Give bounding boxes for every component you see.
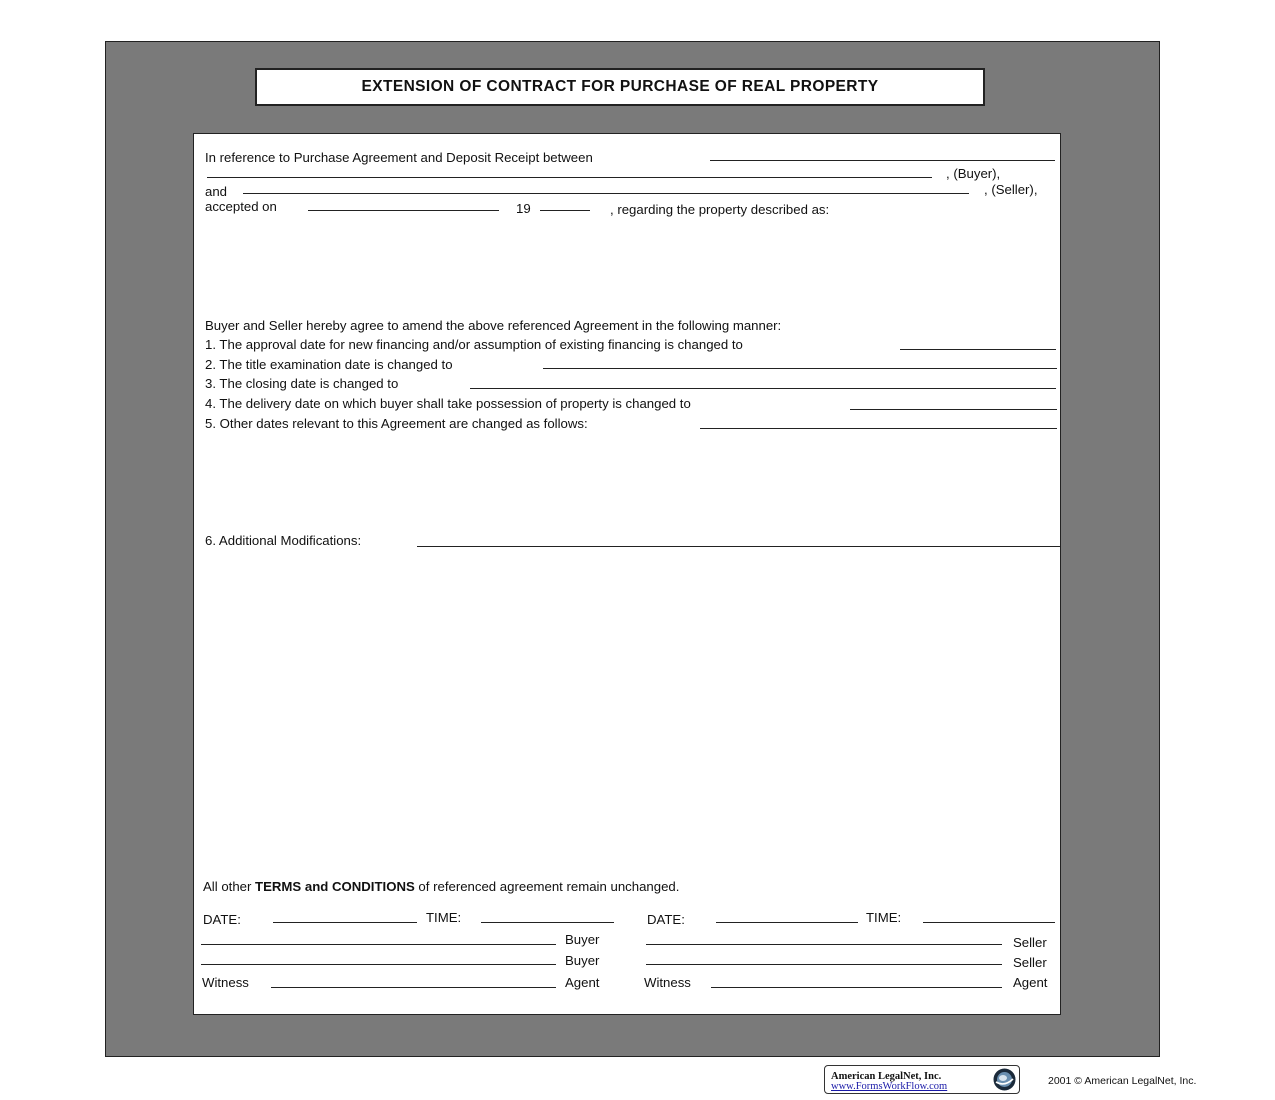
seller-date-label: DATE: <box>647 912 685 927</box>
seller-signature-1[interactable] <box>646 944 1002 945</box>
title-exam-date-field[interactable] <box>543 368 1057 369</box>
party-name-field[interactable] <box>710 160 1055 161</box>
seller-name-field[interactable] <box>243 193 969 194</box>
accepted-date-field[interactable] <box>308 210 499 211</box>
seller-suffix: , (Seller), <box>984 182 1038 197</box>
year-field[interactable] <box>540 210 590 211</box>
buyer-label-2: Buyer <box>565 953 600 968</box>
form-title: EXTENSION OF CONTRACT FOR PURCHASE OF REAL PROPERTY <box>361 78 879 95</box>
buyer-name-field[interactable] <box>207 177 932 178</box>
amend-intro: Buyer and Seller hereby agree to amend the above referenced Agreement in the following manner: <box>205 318 782 333</box>
item-financing: 1. The approval date for new financing and/or assumption of existing financing is changed to <box>205 337 743 352</box>
buyer-signature-1[interactable] <box>201 944 556 945</box>
item-closing: 3. The closing date is changed to <box>205 376 399 391</box>
seller-agent-label: Agent <box>1013 975 1048 990</box>
terms-suffix: of referenced agreement remain unchanged. <box>414 879 680 894</box>
seller-label-2: Seller <box>1013 955 1047 970</box>
item-additional: 6. Additional Modifications: <box>205 533 362 548</box>
intro-line: In reference to Purchase Agreement and Deposit Receipt between <box>205 150 593 165</box>
seller-time-label: TIME: <box>866 910 902 925</box>
property-text: , regarding the property described as: <box>610 202 830 217</box>
buyer-agent-label: Agent <box>565 975 600 990</box>
item-title-exam: 2. The title examination date is changed to <box>205 357 453 372</box>
company-url-link[interactable]: www.FormsWorkFlow.com <box>831 1081 948 1092</box>
terms-bold: TERMS and CONDITIONS <box>255 879 415 894</box>
year-prefix: 19 <box>516 201 531 216</box>
buyer-date-label: DATE: <box>203 912 241 927</box>
buyer-date-field[interactable] <box>273 922 417 923</box>
buyer-signature-2[interactable] <box>201 964 556 965</box>
buyer-witness-label: Witness <box>202 975 249 990</box>
seller-witness-field[interactable] <box>711 987 1002 988</box>
copyright-notice: 2001 © American LegalNet, Inc. <box>1048 1075 1197 1087</box>
and-label: and <box>205 184 228 199</box>
terms-prefix: All other <box>203 879 256 894</box>
buyer-time-label: TIME: <box>426 910 462 925</box>
delivery-date-field[interactable] <box>850 409 1057 410</box>
buyer-witness-field[interactable] <box>271 987 556 988</box>
buyer-suffix: , (Buyer), <box>946 166 1001 181</box>
additional-modifications-field[interactable] <box>417 546 1060 547</box>
accepted-label: accepted on <box>205 199 277 214</box>
seller-time-field[interactable] <box>923 922 1055 923</box>
seller-label-1: Seller <box>1013 935 1047 950</box>
company-name: American LegalNet, Inc. <box>831 1071 942 1082</box>
buyer-label-1: Buyer <box>565 932 600 947</box>
title-box <box>255 68 985 106</box>
item-other-dates: 5. Other dates relevant to this Agreement are changed as follows: <box>205 416 588 431</box>
company-logo <box>824 1065 1020 1094</box>
item-delivery: 4. The delivery date on which buyer shall take possession of property is changed to <box>205 396 691 411</box>
terms-statement <box>203 880 679 893</box>
seller-date-field[interactable] <box>716 922 858 923</box>
financing-date-field[interactable] <box>900 349 1056 350</box>
buyer-time-field[interactable] <box>481 922 614 923</box>
globe-icon <box>992 1067 1017 1092</box>
other-dates-field[interactable] <box>700 428 1057 429</box>
seller-signature-2[interactable] <box>646 964 1002 965</box>
closing-date-field[interactable] <box>470 388 1056 389</box>
seller-witness-label: Witness <box>644 975 691 990</box>
